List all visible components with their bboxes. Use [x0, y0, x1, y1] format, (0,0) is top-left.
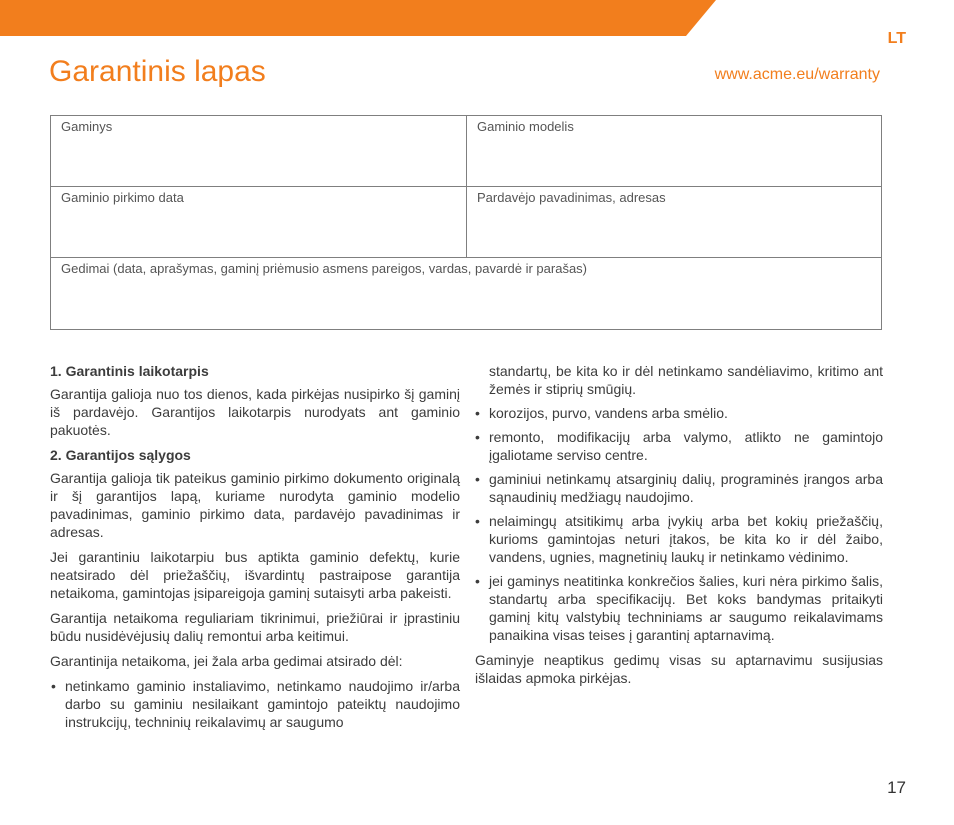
bullet-icon: •	[51, 678, 56, 694]
model-label: Gaminio modelis	[477, 119, 574, 134]
list-item-text: netinkamo gaminio instaliavimo, netinkamo naudojimo ir/arba darbo su gaminiu nesilaikant gamintojo pateiktų naudojimo instrukcijų, techninių reikalavimų ar saugumo	[65, 678, 460, 730]
list-item	[474, 572, 883, 644]
list-item-text: korozijos, purvo, vandens arba smėlio.	[489, 405, 728, 421]
section-heading-warranty-conditions: 2. Garantijos sąlygos	[50, 447, 191, 463]
list-item	[474, 428, 883, 464]
language-code: LT	[887, 30, 906, 47]
bullet-icon: •	[475, 513, 480, 529]
list-item-text: remonto, modifikacijų arba valymo, atlikto ne gamintojo įgaliotame serviso centre.	[489, 429, 883, 463]
list-item-text: nelaimingų atsitikimų arba įvykių arba bet kokių priežaščių, kurioms gamintojas neturi įtakos, be kita ko ir dėl žaibo, vandens, ugnies, magnetinių laukų ir netinkamo vėdinimo.	[489, 513, 883, 565]
warranty-url[interactable]: www.acme.eu/warranty	[714, 66, 880, 83]
purchase-date-field[interactable]	[50, 186, 467, 258]
top-orange-band	[0, 0, 954, 36]
seller-field[interactable]	[466, 186, 882, 258]
list-item	[474, 470, 883, 506]
list-item-text: gaminiui netinkamų atsarginių dalių, programinės įrangos arba sąnaudinių medžiagų naudojimo.	[489, 471, 883, 505]
exclusion-list	[474, 404, 883, 644]
paragraph: Garantija netaikoma reguliariam tikrinimui, priežiūrai ir įprastiniu būdu nusidėvėjusių dalių remontui arba keitimui.	[50, 610, 460, 644]
model-field[interactable]	[466, 115, 882, 187]
paragraph-continuation: standartų, be kita ko ir dėl netinkamo sandėliavimo, kritimo ant žemės ir stiprių smūgių.	[489, 363, 883, 397]
product-field[interactable]	[50, 115, 467, 187]
product-label: Gaminys	[61, 119, 113, 134]
bullet-icon: •	[475, 573, 480, 589]
page-number: 17	[887, 778, 906, 797]
bullet-icon: •	[475, 471, 480, 487]
paragraph: Garantinija netaikoma, jei žala arba gedimai atsirado dėl:	[50, 653, 403, 669]
section-heading-warranty-period: 1. Garantinis laikotarpis	[50, 363, 209, 379]
page-title: Garantinis lapas	[49, 55, 266, 88]
bullet-icon: •	[475, 405, 480, 421]
paragraph: Garantija galioja nuo tos dienos, kada pirkėjas nusipirko šį gaminį iš pardavėjo. Garantijos laikotarpis nurodyats ant gaminio pakuotės.	[50, 386, 460, 438]
paragraph: Jei garantiniu laikotarpiu bus aptikta gaminio defektų, kurie neatsirado dėl priežaščių, išvardintų pastraipose garantija netaikoma, gamintojas įsipareigoja gaminį sutaisyti arba pakeisti.	[50, 549, 460, 601]
right-column	[474, 362, 883, 694]
left-column	[50, 362, 460, 738]
paragraph: Garantija galioja tik pateikus gaminio pirkimo dokumento originalą ir šį garantijos lapą, kuriame nurodyta gaminio modelio pavadinimas, gaminio pirkimo data, pardavėjo pavadinimas ir adresas.	[50, 470, 460, 540]
purchase-date-label: Gaminio pirkimo data	[61, 190, 184, 205]
defects-label: Gedimai (data, aprašymas, gaminį priėmusio asmens pareigos, vardas, pavardė ir parašas)	[61, 261, 588, 276]
closing-paragraph: Gaminyje neaptikus gedimų visas su aptarnavimu susijusias išlaidas apmoka pirkėjas.	[475, 652, 883, 686]
list-item	[474, 404, 883, 422]
list-item-text: jei gaminys neatitinka konkrečios šalies, kuri nėra pirkimo šalis, standartų arba specifikacijų. Bet koks bandymas pritaikyti gaminį kitų valstybių techniniams ar saugumo reikalavimams panaikina visas teises į garantinį aptarnavimą.	[489, 573, 883, 643]
exclusion-list	[50, 677, 460, 731]
list-item	[50, 677, 460, 731]
list-item	[474, 512, 883, 566]
defects-field[interactable]	[50, 257, 882, 330]
seller-label: Pardavėjo pavadinimas, adresas	[477, 190, 666, 205]
warranty-form	[50, 115, 882, 330]
bullet-icon: •	[475, 429, 480, 445]
